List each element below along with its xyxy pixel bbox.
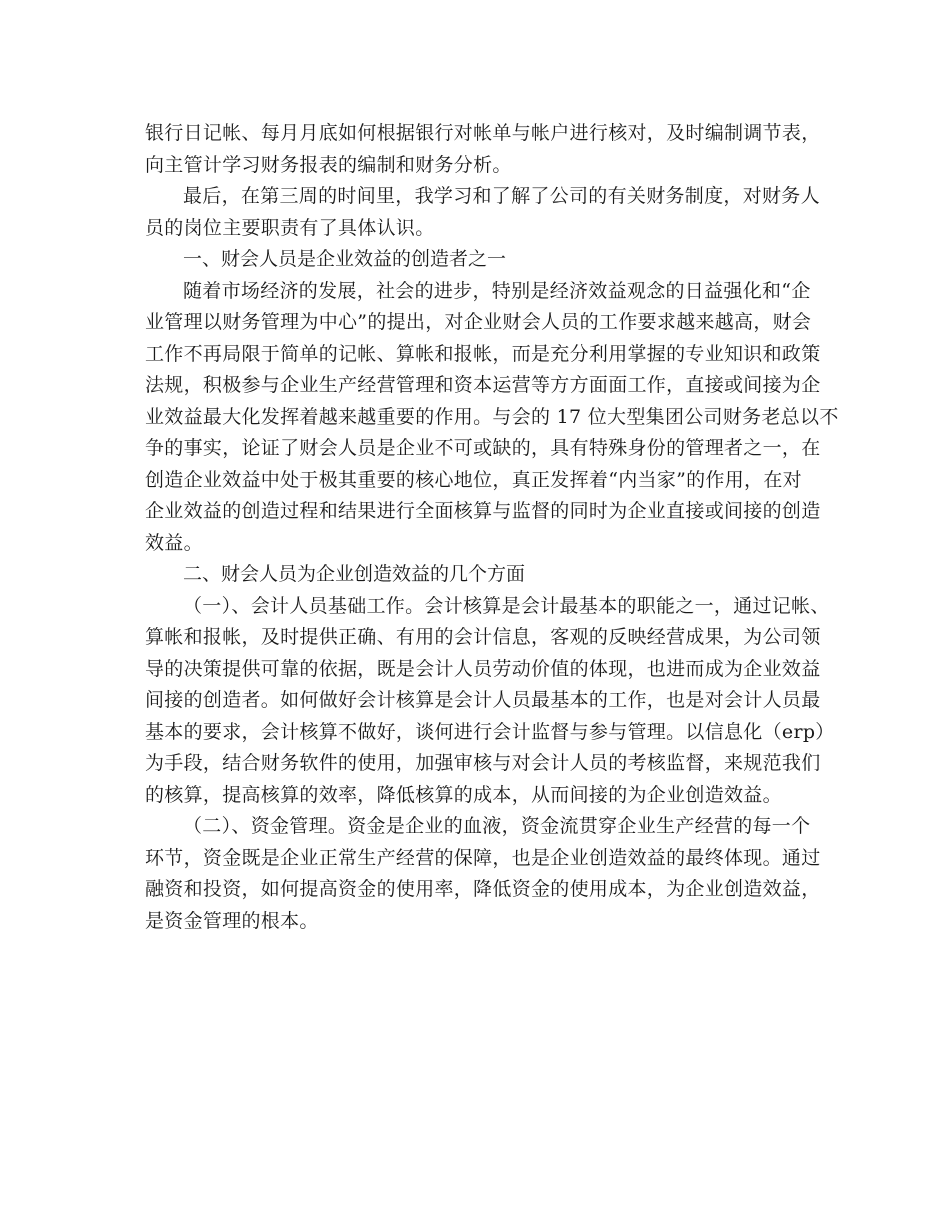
text-line: 为手段，结合财务软件的使用，加强审核与对会计人员的考核监督，来规范我们 [145,752,821,774]
text-line: 向主管计学习财务报表的编制和财务分析。 [145,153,512,176]
text-line: 业管理以财务管理为中心”的提出，对企业财会人员的工作要求越来越高，财会 [145,311,812,333]
paragraph-accounting-basics [145,591,835,812]
text-line: （一）、会计人员基础工作。会计核算是会计最基本的职能之一，通过记帐、 [183,594,830,617]
section-heading-1: 一、财会人员是企业效益的创造者之一 [183,248,507,270]
text-line: 创造企业效益中处于极其重要的核心地位，真正发挥着“内当家”的作用，在对 [145,468,802,491]
text-line: 银行日记帐、每月月底如何根据银行对帐单与帐户进行核对，及时编制调节表， [145,122,821,144]
section-heading-2: 二、财会人员为企业创造效益的几个方面 [183,563,526,585]
text-line: 法规，积极参与企业生产经营管理和资本运营等方方面面工作，直接或间接为企 [145,374,821,396]
text-line: 是资金管理的根本。 [145,909,319,932]
text-line: 工作不再局限于简单的记帐、算帐和报帐，而是充分利用掌握的专业知识和政策 [145,342,821,365]
text-line: 企业效益的创造过程和结果进行全面核算与监督的同时为企业直接或间接的创造 [145,500,821,522]
paragraph-bank-journal [145,118,821,181]
text-line: 员的岗位主要职责有了具体认识。 [145,216,435,239]
text-line: 争的事实，论证了财会人员是企业不可或缺的，具有特殊身份的管理者之一，在 [145,437,821,459]
paragraph-fund-management [145,811,821,937]
text-line: 基本的要求，会计核算不做好，谈何进行会计监督与参与管理。以信息化（erp） [145,720,835,743]
text-line: 最后，在第三周的时间里，我学习和了解了公司的有关财务制度，对财务人 [183,185,820,207]
text-line: 业效益最大化发挥着越来越重要的作用。与会的 17 位大型集团公司财务老总以不 [145,405,839,428]
document-body [145,118,839,937]
paragraph-market-economy [145,276,839,560]
text-line: 的核算，提高核算的效率，降低核算的成本，从而间接的为企业创造效益。 [145,783,782,806]
text-line: 效益。 [145,531,203,554]
text-line: 环节，资金既是企业正常生产经营的保障，也是企业创造效益的最终体现。通过 [145,846,821,869]
text-line: 随着市场经济的发展，社会的进步，特别是经济效益观念的日益强化和“企 [183,279,811,302]
text-line: 间接的创造者。如何做好会计核算是会计人员最基本的工作，也是对会计人员最 [145,689,821,711]
paragraph-third-week [145,181,820,244]
text-line: （二）、资金管理。资金是企业的血液，资金流贯穿企业生产经营的每一个 [183,815,811,837]
text-line: 导的决策提供可靠的依据，既是会计人员劳动价值的体现，也进而成为企业效益 [145,657,821,680]
text-line: 算帐和报帐，及时提供正确、有用的会计信息，客观的反映经营成果，为公司领 [145,626,821,648]
text-line: 融资和投资，如何提高资金的使用率，降低资金的使用成本，为企业创造效益， [145,878,821,900]
